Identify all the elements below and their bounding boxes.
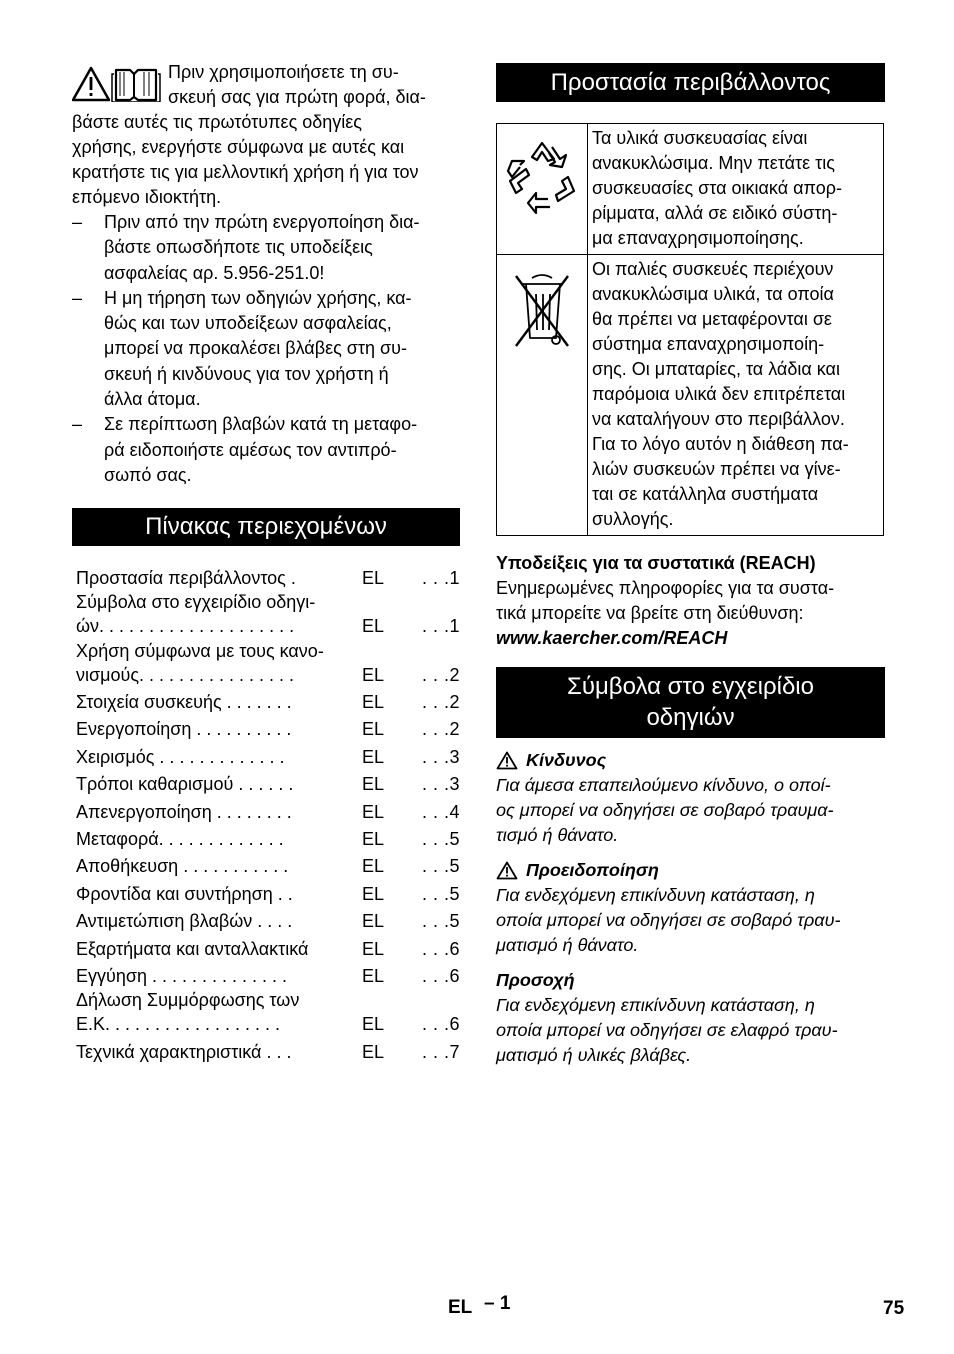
toc-entry-title-line: Τρόποι καθαρισμού . . . . . . bbox=[76, 774, 294, 795]
intro-line: Πριν χρησιμοποιήσετε τη συ- bbox=[168, 62, 399, 82]
sym-line: οποία μπορεί να οδηγήσει σε σοβαρό τραυ- bbox=[496, 910, 841, 930]
toc-entry-title bbox=[72, 745, 362, 769]
table-of-contents bbox=[72, 562, 460, 1064]
toc-entry-page: . . .3 bbox=[421, 746, 460, 767]
list-item-line: σκευή ή κινδύνους για τον χρήστη ή bbox=[104, 363, 389, 384]
list-item-line: μπορεί να προκαλέσει βλάβες στη συ- bbox=[104, 338, 407, 359]
toc-entry-lang: EL bbox=[362, 938, 385, 959]
toc-entry-title-line: Μεταφορά. . . . . . . . . . . . . bbox=[76, 829, 284, 849]
toc-entry-lang: EL bbox=[362, 911, 385, 932]
cell-line: σύστημα επαναχρησιμοποίη- bbox=[592, 334, 825, 354]
toc-entry-title-line: Χρήση σύμφωνα με τους κανο- bbox=[76, 640, 324, 661]
table-row bbox=[497, 255, 884, 536]
footer-section-number: – 1 bbox=[484, 1293, 511, 1314]
toc-row[interactable] bbox=[72, 590, 460, 639]
warning-title-text: Προειδοποίηση bbox=[526, 860, 659, 880]
caution-text bbox=[496, 993, 885, 1068]
intro-rest-lines bbox=[72, 110, 460, 210]
toc-entry-title-line: Εξαρτήματα και ανταλλακτικά bbox=[76, 938, 309, 959]
list-item-line: σωπό σας. bbox=[104, 464, 192, 485]
toc-row[interactable] bbox=[72, 1036, 460, 1063]
toc-entry-title-line: Προστασία περιβάλλοντος . bbox=[76, 567, 296, 588]
page-number: 75 bbox=[883, 1298, 905, 1319]
list-item-line: βάστε οπωσδήποτε τις υποδείξεις bbox=[104, 237, 373, 258]
symbols-heading-line: οδηγιών bbox=[646, 704, 735, 731]
reach-section bbox=[496, 551, 885, 651]
intro-line: βάστε αυτές τις πρωτότυπες οδηγίες bbox=[72, 112, 362, 132]
toc-entry-title-line: ών. . . . . . . . . . . . . . . . . . . . bbox=[76, 616, 295, 637]
cell-line: Οι παλιές συσκευές περιέχουν bbox=[592, 259, 834, 279]
list-item-line: – Σε περίπτωση βλαβών κατά τη μεταφο- bbox=[104, 414, 418, 435]
sym-line: ματισμό ή υλικές βλάβες. bbox=[496, 1045, 692, 1065]
danger-title-text: Κίνδυνος bbox=[526, 750, 607, 770]
toc-entry-page: . . .1 bbox=[421, 567, 460, 588]
toc-entry-title bbox=[72, 717, 362, 741]
toc-entry-title bbox=[72, 800, 362, 824]
toc-entry-lang: EL bbox=[362, 746, 385, 767]
toc-entry-title bbox=[72, 566, 362, 590]
bin-icon-cell bbox=[497, 255, 588, 536]
caution-title-text: Προσοχή bbox=[496, 970, 575, 990]
toc-row[interactable] bbox=[72, 562, 460, 589]
toc-row[interactable] bbox=[72, 741, 460, 768]
sym-line: Για ενδεχόμενη επικίνδυνη κατάσταση, η bbox=[496, 885, 815, 905]
toc-entry-title-line: Σύμβολα στο εγχειρίδιο οδηγι- bbox=[76, 592, 316, 613]
recycle-icon-cell bbox=[497, 124, 588, 255]
toc-entry-title bbox=[72, 988, 362, 1036]
toc-entry-title bbox=[72, 639, 362, 687]
toc-entry-title-line: Απενεργοποίηση . . . . . . . . bbox=[76, 801, 292, 822]
toc-entry-page: . . .2 bbox=[421, 719, 460, 740]
toc-entry-title bbox=[72, 937, 362, 961]
list-item-line: ρά ειδοποιήστε αμέσως τον αντιπρό- bbox=[104, 439, 397, 460]
toc-entry-lang: EL bbox=[362, 829, 385, 849]
toc-row[interactable] bbox=[72, 796, 460, 823]
warning-triangle-icon bbox=[496, 861, 518, 880]
toc-entry-lang: EL bbox=[362, 856, 385, 877]
sym-line: οποία μπορεί να οδηγήσει σε ελαφρό τραυ- bbox=[496, 1020, 838, 1040]
toc-entry-page: . . .5 bbox=[421, 911, 460, 932]
right-column bbox=[496, 63, 885, 1068]
toc-entry-title bbox=[72, 854, 362, 878]
bin-text-cell bbox=[588, 255, 884, 536]
toc-entry-title-line: Ε.Κ. . . . . . . . . . . . . . . . . . bbox=[76, 1014, 281, 1035]
cell-line: θα πρέπει να μεταφέρονται σε bbox=[592, 309, 832, 329]
toc-entry-title bbox=[72, 690, 362, 714]
toc-row[interactable] bbox=[72, 988, 460, 1037]
list-item-line: άλλα άτομα. bbox=[104, 389, 201, 410]
toc-row[interactable] bbox=[72, 714, 460, 741]
cell-line: ανακυκλώσιμα υλικά, τα οποία bbox=[592, 284, 834, 304]
toc-entry-lang: EL bbox=[362, 567, 385, 588]
list-item bbox=[72, 286, 460, 412]
list-item-line: θώς και των υποδείξεων ασφαλείας, bbox=[104, 313, 392, 334]
intro-line: κρατήστε τις για μελλοντική χρήση ή για τον bbox=[72, 162, 419, 182]
toc-row[interactable] bbox=[72, 769, 460, 796]
cell-line: παρόμοια υλικά δεν επιτρέπεται bbox=[592, 384, 846, 404]
toc-entry-lang: EL bbox=[362, 664, 385, 685]
toc-entry-page: . . .5 bbox=[421, 856, 460, 877]
cell-line: ανακυκλώσιμα. Μην πετάτε τις bbox=[592, 153, 835, 173]
reach-line: Ενημερωμένες πληροφορίες για τα συστα- bbox=[496, 578, 835, 598]
toc-entry-title-line: Ενεργοποίηση . . . . . . . . . . bbox=[76, 719, 292, 740]
toc-row[interactable] bbox=[72, 933, 460, 960]
intro-line: σκευή σας για πρώτη φορά, δια- bbox=[168, 87, 426, 107]
sym-line: τισμό ή θάνατο. bbox=[496, 825, 619, 845]
toc-entry-page: . . .2 bbox=[421, 664, 460, 685]
intro-line: χρήσης, ενεργήστε σύμφωνα με αυτές και bbox=[72, 137, 405, 157]
warning-text bbox=[496, 883, 885, 958]
toc-entry-title bbox=[72, 909, 362, 933]
list-item-line: – Η μη τήρηση των οδηγιών χρήσης, κα- bbox=[104, 287, 412, 308]
toc-entry-title-line: Στοιχεία συσκευής . . . . . . . bbox=[76, 692, 292, 713]
toc-row[interactable] bbox=[72, 906, 460, 933]
cell-line: να καταλήγουν στο περιβάλλον. bbox=[592, 409, 845, 429]
toc-entry-title-line: Τεχνικά χαρακτηριστικά . . . bbox=[76, 1041, 292, 1062]
toc-row[interactable] bbox=[72, 638, 460, 687]
toc-entry-page: . . .4 bbox=[421, 801, 460, 822]
toc-entry-lang: EL bbox=[362, 616, 385, 637]
toc-entry-title-line: Χειρισμός . . . . . . . . . . . . . bbox=[76, 746, 285, 767]
intro-section bbox=[72, 60, 460, 488]
toc-row[interactable] bbox=[72, 851, 460, 878]
toc-entry-title bbox=[72, 772, 362, 796]
cell-line: σης. Οι μπαταρίες, τα λάδια και bbox=[592, 359, 840, 379]
toc-entry-title-line: Δήλωση Συμμόρφωσης των bbox=[76, 990, 300, 1011]
toc-row[interactable] bbox=[72, 687, 460, 714]
toc-entry-title-line: Φροντίδα και συντήρηση . . bbox=[76, 883, 293, 904]
toc-row[interactable] bbox=[72, 961, 460, 988]
toc-entry-lang: EL bbox=[362, 1041, 385, 1062]
table-row bbox=[497, 124, 884, 255]
cell-line: ται σε κατάλληλα συστήματα bbox=[592, 484, 819, 504]
toc-heading: Πίνακας περιεχομένων bbox=[72, 508, 460, 546]
warning-triangle-icon bbox=[496, 751, 518, 770]
cell-line: Τα υλικά συσκευασίας είναι bbox=[592, 128, 808, 148]
toc-entry-title bbox=[72, 882, 362, 906]
toc-entry-page: . . .1 bbox=[421, 616, 460, 637]
toc-entry-lang: EL bbox=[362, 719, 385, 740]
sym-line: Για ενδεχόμενη επικίνδυνη κατάσταση, η bbox=[496, 995, 815, 1015]
sym-line: ος μπορεί να οδηγήσει σε σοβαρό τραυμα- bbox=[496, 800, 834, 820]
toc-entry-title-line: Αντιμετώπιση βλαβών . . . . bbox=[76, 911, 293, 932]
cell-line: συλλογής. bbox=[592, 509, 674, 529]
toc-entry-page: . . .2 bbox=[421, 692, 460, 713]
toc-entry-lang: EL bbox=[362, 883, 385, 904]
toc-entry-title bbox=[72, 964, 362, 988]
cell-line: μα επαναχρησιμοποίησης. bbox=[592, 228, 804, 248]
intro-list bbox=[72, 210, 460, 488]
recycle-text-cell bbox=[588, 124, 884, 255]
danger-text bbox=[496, 773, 885, 848]
toc-entry-lang: EL bbox=[362, 692, 385, 713]
symbols-heading bbox=[496, 667, 885, 738]
reach-title: Υποδείξεις για τα συστατικά (REACH) bbox=[496, 553, 816, 573]
toc-entry-lang: EL bbox=[362, 774, 385, 795]
toc-entry-page: . . .6 bbox=[421, 965, 460, 986]
toc-entry-page: . . .5 bbox=[421, 883, 460, 904]
list-item bbox=[72, 210, 460, 286]
toc-entry-title bbox=[72, 1040, 362, 1064]
symbols-section bbox=[496, 748, 885, 1068]
toc-entry-title-line: νισμούς. . . . . . . . . . . . . . . . bbox=[76, 664, 295, 685]
crossed-bin-icon bbox=[512, 270, 572, 350]
toc-entry-lang: EL bbox=[362, 801, 385, 822]
cell-line: συσκευασίες στα οικιακά απορ- bbox=[592, 178, 842, 198]
cell-line: ρίμματα, αλλά σε ειδικό σύστη- bbox=[592, 203, 838, 223]
environment-table bbox=[496, 123, 884, 536]
danger-title bbox=[496, 748, 885, 773]
warning-title bbox=[496, 858, 885, 883]
toc-row[interactable] bbox=[72, 878, 460, 905]
sym-line: ματισμό ή θάνατο. bbox=[496, 935, 639, 955]
toc-entry-page: . . .6 bbox=[421, 938, 460, 959]
symbols-heading-line: Σύμβολα στο εγχειρίδιο bbox=[567, 673, 814, 700]
toc-entry-page: . . .5 bbox=[421, 829, 460, 849]
list-item-line: ασφαλείας αρ. 5.956-251.0! bbox=[104, 262, 325, 283]
left-column bbox=[72, 60, 460, 1064]
toc-entry-lang: EL bbox=[362, 965, 385, 986]
environment-heading: Προστασία περιβάλλοντος bbox=[496, 63, 885, 102]
list-item-line: – Πριν από την πρώτη ενεργοποίηση δια- bbox=[104, 212, 420, 232]
toc-entry-page: . . .6 bbox=[421, 1014, 460, 1035]
toc-entry-title-line: Αποθήκευση . . . . . . . . . . . bbox=[76, 856, 289, 877]
sym-line: Για άμεσα επαπειλούμενο κίνδυνο, ο οποί- bbox=[496, 775, 831, 795]
intro-line: επόμενο ιδιοκτήτη. bbox=[72, 187, 222, 207]
toc-entry-page: . . .7 bbox=[421, 1041, 460, 1062]
cell-line: Για το λόγο αυτόν η διάθεση πα- bbox=[592, 434, 849, 454]
toc-entry-title-line: Εγγύηση . . . . . . . . . . . . . . bbox=[76, 965, 288, 986]
reach-line: τικά μπορείτε να βρείτε στη διεύθυνση: bbox=[496, 603, 804, 623]
toc-entry-title bbox=[72, 827, 362, 851]
toc-entry-lang: EL bbox=[362, 1014, 385, 1035]
list-item bbox=[72, 412, 460, 488]
recycle-icon bbox=[502, 137, 582, 217]
reach-url-link[interactable]: www.kaercher.com/REACH bbox=[496, 628, 728, 648]
footer-language: EL bbox=[448, 1297, 473, 1318]
toc-entry-page: . . .3 bbox=[421, 774, 460, 795]
toc-entry-title bbox=[72, 590, 362, 638]
warning-manual-icon bbox=[72, 66, 164, 102]
toc-row[interactable] bbox=[72, 824, 460, 851]
cell-line: λιών συσκευών πρέπει να γίνε- bbox=[592, 459, 841, 479]
caution-title bbox=[496, 968, 885, 993]
